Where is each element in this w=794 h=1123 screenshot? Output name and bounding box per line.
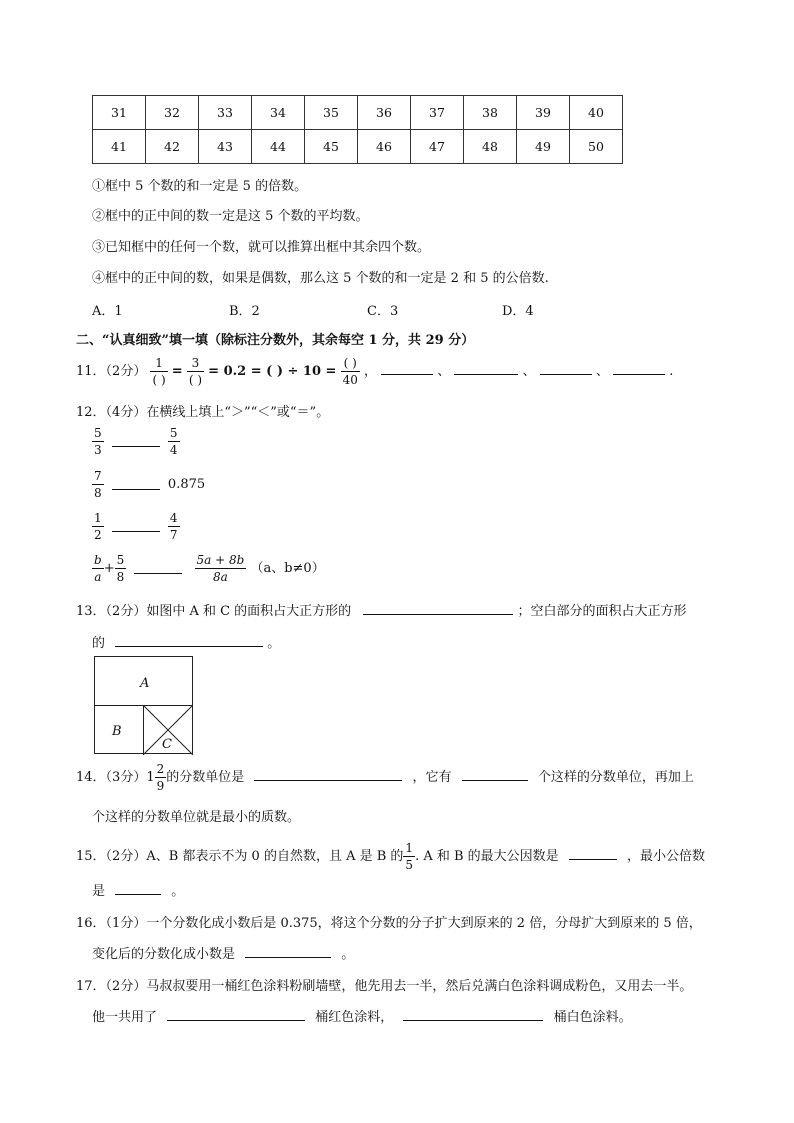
q12-r1-blank[interactable] xyxy=(112,437,160,447)
q15-prefix: 15．（2分） xyxy=(76,849,147,864)
grid-cell: 46 xyxy=(358,130,411,164)
q15-fraction: $\frac{1}{5}$ xyxy=(405,841,414,872)
q15-blank-1[interactable] xyxy=(569,848,617,860)
q13-blank-2[interactable] xyxy=(115,635,263,647)
question-13-line-2 xyxy=(92,632,280,651)
q13-text: 13．（2分）如图中 A 和 C 的面积占大正方形的 xyxy=(76,604,352,619)
grid-cell: 38 xyxy=(464,96,517,130)
option-b: B．2 xyxy=(229,304,260,319)
q12-r2-blank[interactable] xyxy=(112,480,160,490)
number-grid xyxy=(92,95,623,164)
q11-equals: = xyxy=(171,364,183,379)
q16-end: 。 xyxy=(341,947,355,962)
q13-blank-1[interactable] xyxy=(363,603,513,615)
q14-blank-2[interactable] xyxy=(462,769,528,781)
grid-cell: 33 xyxy=(199,96,252,130)
option-c: C．3 xyxy=(367,304,399,319)
q12-r2-right-value: 0.875 xyxy=(167,477,206,492)
q13-line-2-text: 的 xyxy=(92,636,106,651)
q16-line-2-text: 变化后的分数化成小数是 xyxy=(92,947,236,962)
grid-cell: 40 xyxy=(570,96,623,130)
q17-text-1: 他一共用了 xyxy=(92,1010,158,1025)
q12-r2-left-fraction: $\frac{7}{8}$ xyxy=(94,469,102,500)
section-2-heading: 二、“认真细致”填一填（除标注分数外，其余每空 1 分，共 29 分） xyxy=(76,333,475,348)
q12-r3-blank[interactable] xyxy=(112,522,160,532)
q11-separator: 、 xyxy=(437,364,451,379)
option-a: A．1 xyxy=(92,304,123,319)
grid-cell: 42 xyxy=(146,130,199,164)
grid-row xyxy=(93,96,623,130)
question-12-prompt: 12．（4分）在横线上填上“＞”“＜”或“＝”。 xyxy=(76,405,330,420)
region-a-label: A xyxy=(140,676,150,691)
q14-prefix: 14．（3分） xyxy=(76,770,147,785)
question-15-line-2 xyxy=(92,880,184,899)
q11-middle: = 0.2 = ( ) ÷ 10 = xyxy=(208,364,337,379)
grid-cell: 44 xyxy=(252,130,305,164)
q11-fraction-2: $\frac{3}{( )}$ xyxy=(188,356,203,387)
q14-text-1: 的分数单位是 xyxy=(166,770,245,785)
q11-blank-3[interactable] xyxy=(540,363,592,375)
q14-text-3: 个这样的分数单位，再加上 xyxy=(537,770,694,785)
square-figure xyxy=(94,656,193,754)
q12-row-1 xyxy=(92,427,180,456)
grid-cell: 34 xyxy=(252,96,305,130)
q12-r4-blank[interactable] xyxy=(134,564,182,574)
q17-blank-1[interactable] xyxy=(167,1009,305,1021)
question-15-line-1 xyxy=(76,842,705,871)
q12-r1-right-fraction: $\frac{5}{4}$ xyxy=(169,426,178,457)
grid-cell: 32 xyxy=(146,96,199,130)
region-b-label: B xyxy=(112,724,122,739)
q12-r4-note: （a、b≠0） xyxy=(250,561,325,576)
grid-cell: 41 xyxy=(93,130,146,164)
q15-text-1: A、B 都表示不为 0 的自然数，且 A 是 B 的 xyxy=(146,849,404,864)
q17-text-3: 桶白色涂料。 xyxy=(553,1010,632,1025)
grid-cell: 50 xyxy=(570,130,623,164)
q11-separator: 、 xyxy=(595,364,609,379)
grid-cell: 49 xyxy=(517,130,570,164)
question-17-line-2 xyxy=(92,1006,632,1025)
q11-end: . xyxy=(669,364,674,379)
statement-4: ④框中的正中间的数，如果是偶数，那么这 5 个数的和一定是 2 和 5 的公倍数. xyxy=(92,271,549,286)
q17-blank-2[interactable] xyxy=(403,1009,543,1021)
q14-fraction: $\frac{2}{9}$ xyxy=(156,762,165,793)
q12-r4-fraction-b: $\frac{5}{8}$ xyxy=(116,553,125,584)
q16-blank[interactable] xyxy=(245,946,331,958)
q13-end: 。 xyxy=(267,636,281,651)
q11-blank-2[interactable] xyxy=(454,363,518,375)
question-14-line-1 xyxy=(76,763,694,792)
q12-r4-right-fraction: $\frac{5a + 8b}{8a}$ xyxy=(196,553,245,584)
q12-r3-left-fraction: $\frac{1}{2}$ xyxy=(94,511,102,542)
grid-cell: 37 xyxy=(411,96,464,130)
q12-r3-right-fraction: $\frac{4}{7}$ xyxy=(169,511,178,542)
question-14-line-2: 个这样的分数单位就是最小的质数。 xyxy=(92,810,301,825)
q11-blank-4[interactable] xyxy=(613,363,665,375)
q12-row-3 xyxy=(92,512,180,541)
q13-middle-text: ；空白部分的面积占大正方形 xyxy=(517,604,687,619)
q15-text-2: . A 和 B 的最大公因数是 xyxy=(415,849,559,864)
grid-cell: 43 xyxy=(199,130,252,164)
q14-blank-1[interactable] xyxy=(254,769,402,781)
grid-cell: 31 xyxy=(93,96,146,130)
q15-line-2-text: 是 xyxy=(92,884,106,899)
q11-separator: 、 xyxy=(522,364,536,379)
option-d: D．4 xyxy=(502,304,534,319)
grid-cell: 45 xyxy=(305,130,358,164)
q12-r1-left-fraction: $\frac{5}{3}$ xyxy=(94,426,102,457)
question-13-line-1 xyxy=(76,600,686,619)
grid-cell: 47 xyxy=(411,130,464,164)
q11-fraction-1: $\frac{1}{( )}$ xyxy=(152,356,166,387)
statement-3: ③已知框中的任何一个数，就可以推算出框中其余四个数。 xyxy=(92,240,431,255)
grid-row xyxy=(93,130,623,164)
q15-text-3: ，最小公倍数 xyxy=(626,849,705,864)
q12-r4-plus: + xyxy=(103,561,115,576)
q11-prefix: 11．（2分） xyxy=(76,364,147,379)
grid-cell: 36 xyxy=(358,96,411,130)
statement-1: ①框中 5 个数的和一定是 5 的倍数。 xyxy=(92,179,308,194)
grid-cell: 48 xyxy=(464,130,517,164)
statement-2: ②框中的正中间的数一定是这 5 个数的平均数。 xyxy=(92,209,369,224)
question-16-line-1: 16．（1分）一个分数化成小数后是 0.375，将这个分数的分子扩大到原来的 2 倍，分母扩大到原来的 5 倍， xyxy=(76,916,702,931)
q14-whole-number: 1 xyxy=(146,770,155,785)
q15-blank-2[interactable] xyxy=(115,883,161,895)
question-11 xyxy=(76,357,673,386)
q12-row-2 xyxy=(92,470,205,499)
q11-tail: ， xyxy=(364,364,378,379)
q14-text-2: ，它有 xyxy=(412,770,452,785)
question-16-line-2 xyxy=(92,943,354,962)
q11-blank-1[interactable] xyxy=(381,363,433,375)
q17-text-2: 桶红色涂料， xyxy=(315,1010,394,1025)
q11-fraction-3: $\frac{( )}{40}$ xyxy=(342,356,358,387)
q12-r4-fraction-a: $\frac{b}{a}$ xyxy=(94,553,102,584)
q12-row-4 xyxy=(92,554,325,583)
grid-cell: 35 xyxy=(305,96,358,130)
grid-cell: 39 xyxy=(517,96,570,130)
region-c-label: C xyxy=(162,737,172,752)
question-17-line-1: 17．（2分）马叔叔要用一桶红色涂料粉刷墙壁，他先用去一半，然后兑满白色涂料调成粉色，又用去一半。 xyxy=(76,979,693,994)
q15-end: 。 xyxy=(171,884,185,899)
